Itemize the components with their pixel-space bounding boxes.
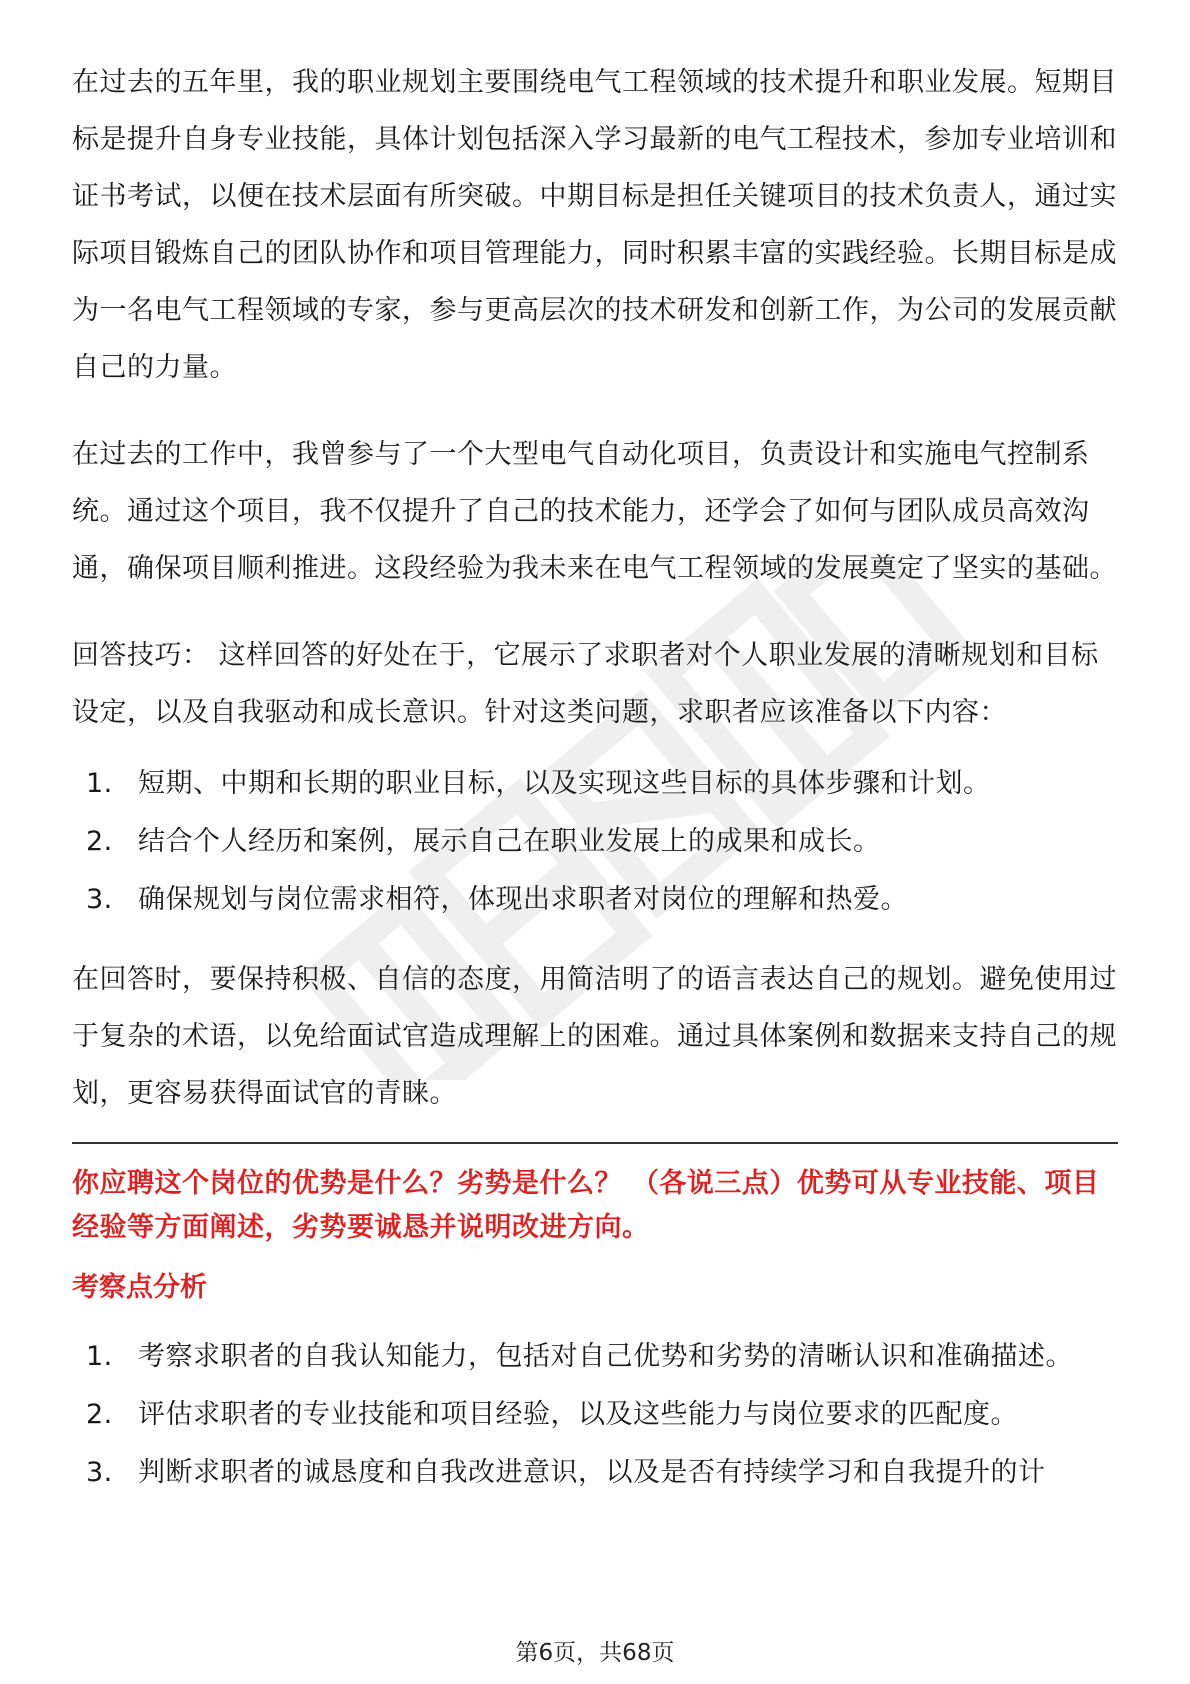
list-item-number: 2. bbox=[86, 1399, 113, 1430]
paragraph-career-plan: 在过去的五年里，我的职业规划主要围绕电气工程领域的技术提升和职业发展。短期目标是提升自身专业技能，具体计划包括深入学习最新的电气工程技术，参加专业培训和证书考试，以便在技术层面有所突破。中期目标是担任关键项目的技术负责人，通过实际项目锻炼自己的团队协作和项目管理能力，同时积累丰富的实践经验。长期目标是成为一名电气工程领域的专家，参与更高层次的技术研发和创新工作，为公司的发展贡献自己的力量。 bbox=[72, 67, 1117, 383]
paragraph-answer-advice: 在回答时，要保持积极、自信的态度，用简洁明了的语言表达自己的规划。避免使用过于复杂的术语，以免给面试官造成理解上的困难。通过具体案例和数据来支持自己的规划，更容易获得面试官的青睐。 bbox=[72, 964, 1117, 1109]
interview-question: 你应聘这个岗位的优势是什么？劣势是什么？ （各说三点）优势可从专业技能、项目经验等方面阐述，劣势要诚恳并说明改进方向。 bbox=[72, 1168, 1100, 1243]
list-item-text: 结合个人经历和案例，展示自己在职业发展上的成果和成长。 bbox=[138, 826, 881, 857]
list-item-text: 考察求职者的自我认知能力，包括对自己优势和劣势的清晰认识和准确描述。 bbox=[138, 1341, 1073, 1372]
list-item-text: 短期、中期和长期的职业目标，以及实现这些目标的具体步骤和计划。 bbox=[138, 768, 991, 799]
list-item-number: 2. bbox=[86, 826, 113, 857]
section-divider bbox=[72, 1142, 1118, 1144]
list-item-number: 3. bbox=[86, 1457, 113, 1488]
list-item-number: 3. bbox=[86, 884, 113, 915]
list-item bbox=[72, 1328, 1118, 1386]
section-heading: 考察点分析 bbox=[72, 1272, 207, 1303]
paragraph-project-experience: 在过去的工作中，我曾参与了一个大型电气自动化项目，负责设计和实施电气控制系统。通过这个项目，我不仅提升了自己的技术能力，还学会了如何与团队成员高效沟通，确保项目顺利推进。这段经验为我未来在电气工程领域的发展奠定了坚实的基础。 bbox=[72, 439, 1117, 584]
list-item bbox=[72, 813, 1118, 871]
list-item-text: 确保规划与岗位需求相符，体现出求职者对岗位的理解和热爱。 bbox=[138, 884, 908, 915]
list-item-text: 判断求职者的诚恳度和自我改进意识，以及是否有持续学习和自我提升的计 bbox=[138, 1457, 1046, 1488]
list-item bbox=[72, 1386, 1118, 1444]
list-item bbox=[72, 871, 1118, 929]
list-item-number: 1. bbox=[86, 768, 113, 799]
list-item bbox=[72, 755, 1118, 813]
analysis-list bbox=[72, 1328, 1118, 1502]
list-item-text: 评估求职者的专业技能和项目经验，以及这些能力与岗位要求的匹配度。 bbox=[138, 1399, 1018, 1430]
tips-list bbox=[72, 755, 1118, 929]
page-footer: 第6页，共68页 bbox=[515, 1640, 675, 1666]
paragraph-answer-tips: 回答技巧： 这样回答的好处在于，它展示了求职者对个人职业发展的清晰规划和目标设定，以及自我驱动和成长意识。针对这类问题，求职者应该准备以下内容： bbox=[72, 640, 1099, 728]
document-page bbox=[72, 54, 1118, 1532]
list-item-number: 1. bbox=[86, 1341, 113, 1372]
list-item bbox=[72, 1444, 1118, 1502]
